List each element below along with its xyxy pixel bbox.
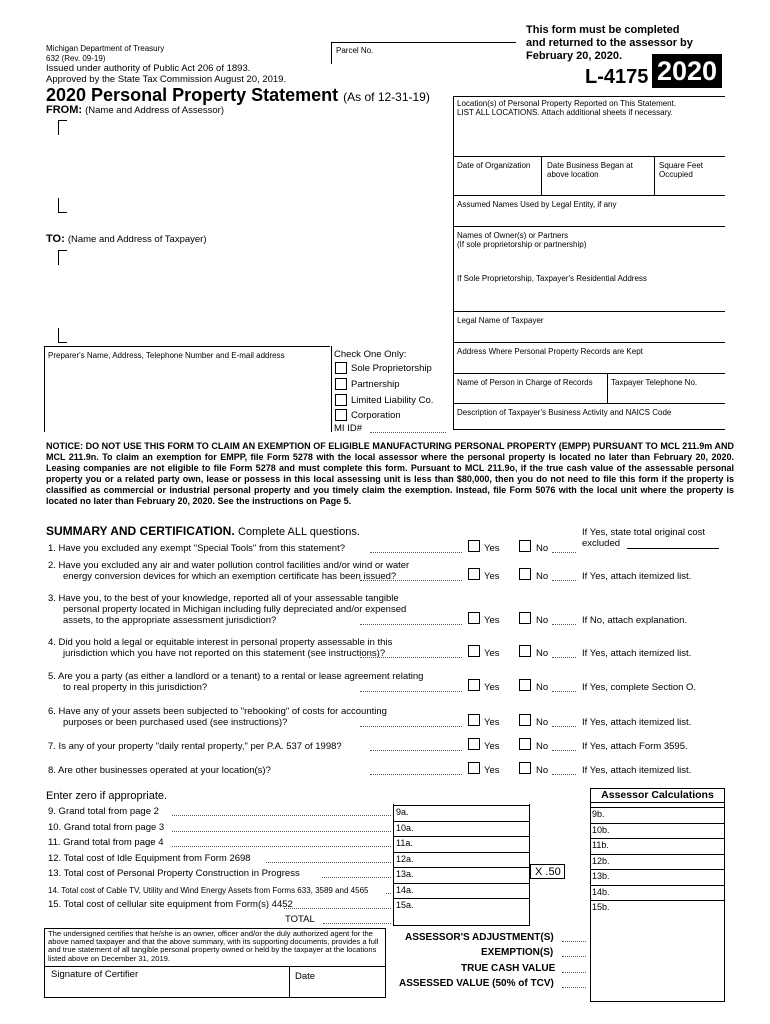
no-label: No (536, 741, 549, 752)
locations-label-1: Location(s) of Personal Property Reported on This Statement. (457, 99, 677, 108)
question-7-text: 7. Is any of your property "daily rental property," per P.A. 537 of 1998? (48, 741, 342, 752)
date-label: Date (295, 971, 316, 982)
sole-proprietorship-label: Sole Proprietorship (351, 363, 432, 374)
preparer-label: Preparer's Name, Address, Telephone Number and E-mail address (48, 351, 285, 360)
date-began-label-2: above location (547, 170, 599, 179)
yes-label: Yes (484, 648, 500, 659)
locations-field[interactable] (457, 99, 722, 155)
line-b-tag: 10b. (592, 825, 610, 835)
divider (453, 373, 725, 374)
certification-box (44, 928, 386, 998)
residential-address-field[interactable]: If Sole Proprietorship, Taxpayer's Residential Address (457, 274, 647, 283)
partnership-checkbox[interactable] (335, 378, 347, 390)
question-3-text: personal property located in Michigan including fully depreciated and/or expensed (63, 604, 407, 615)
summary-subtitle: Complete ALL questions. (238, 526, 360, 538)
question-1-yes-checkbox[interactable] (468, 540, 480, 552)
person-in-charge-field[interactable]: Name of Person in Charge of Records (457, 378, 593, 387)
question-6-no-checkbox[interactable] (519, 714, 531, 726)
leader-dots (552, 624, 576, 625)
divider (453, 311, 725, 312)
question-8-no-checkbox[interactable] (519, 762, 531, 774)
question-6-text: purposes or been purchased used (see instructions)? (63, 717, 288, 728)
question-7-note: If Yes, attach Form 3595. (582, 741, 688, 752)
leader-dots (322, 877, 391, 878)
true-cash-value-label: TRUE CASH VALUE (461, 963, 556, 974)
summary-title: SUMMARY AND CERTIFICATION. (46, 524, 235, 538)
leader-dots (552, 657, 576, 658)
preparer-field[interactable] (44, 346, 330, 432)
question-6-text: 6. Have any of your assets been subjected to "rebooking" of costs for accounting (48, 706, 387, 717)
parcel-label: Parcel No. (336, 46, 374, 55)
no-label: No (536, 765, 549, 776)
total-label: TOTAL (285, 914, 315, 925)
assessor-address-area[interactable] (60, 120, 440, 212)
square-feet-field[interactable] (659, 161, 721, 189)
leader-dots (552, 691, 576, 692)
divider (541, 156, 542, 195)
total-line-14-label: 14. Total cost of Cable TV, Utility and Wind Energy Assets from Forms 633, 3589 and 4565 (48, 886, 369, 895)
question-5-text: to real property in this jurisdiction? (63, 682, 208, 693)
line-a-tag: 11a. (396, 838, 413, 848)
llc-label: Limited Liability Co. (351, 395, 434, 406)
column-b-frame (590, 802, 725, 1002)
question-3-yes-checkbox[interactable] (468, 612, 480, 624)
signature-label: Signature of Certifier (51, 969, 139, 980)
yes-label: Yes (484, 682, 500, 693)
leader-dots (360, 580, 462, 581)
owners-label-2: (If sole proprietorship or partnership) (457, 240, 587, 249)
from-desc: (Name and Address of Assessor) (85, 105, 224, 116)
line-b-tag: 13b. (592, 871, 610, 881)
form-revision: 632 (Rev. 09-19) (46, 54, 106, 63)
exemptions-label: EXEMPTION(S) (481, 947, 554, 958)
no-label: No (536, 717, 549, 728)
check-one-title: Check One Only: (334, 349, 407, 360)
leader-dots (552, 774, 576, 775)
taxpayer-address-area[interactable] (60, 250, 440, 342)
assessed-dots (562, 987, 586, 988)
title-text: 2020 Personal Property Statement (46, 85, 339, 105)
q1-note (582, 527, 705, 549)
approved-line: Approved by the State Tax Commission August 20, 2019. (46, 74, 287, 85)
mi-id-label: MI ID# (334, 423, 362, 434)
sqft-label-1: Square Feet (659, 161, 704, 170)
question-3-text: 3. Have you, to the best of your knowledge, reported all of your assessable tangible (48, 593, 399, 604)
leader-dots (370, 750, 462, 751)
total-line-9-label: 9. Grand total from page 2 (48, 806, 159, 817)
legal-name-field[interactable]: Legal Name of Taxpayer (457, 316, 544, 325)
question-2-no-checkbox[interactable] (519, 568, 531, 580)
no-label: No (536, 648, 549, 659)
question-5-note: If Yes, complete Section O. (582, 682, 697, 693)
to-label (46, 233, 207, 245)
line-a-tag: 10a. (396, 823, 414, 833)
total-line-15-label: 15. Total cost of cellular site equipment from Form(s) 4452 (48, 899, 293, 910)
no-label: No (536, 571, 549, 582)
leader-dots (360, 657, 462, 658)
question-3-no-checkbox[interactable] (519, 612, 531, 624)
divider (453, 226, 725, 227)
divider (607, 373, 608, 403)
question-5-yes-checkbox[interactable] (468, 679, 480, 691)
question-1-no-checkbox[interactable] (519, 540, 531, 552)
line-a-tag: 15a. (396, 900, 414, 910)
leader-dots (360, 691, 462, 692)
question-6-yes-checkbox[interactable] (468, 714, 480, 726)
llc-checkbox[interactable] (335, 394, 347, 406)
yes-label: Yes (484, 571, 500, 582)
must-complete-line-2: and returned to the assessor by (526, 37, 693, 49)
enter-zero-note: Enter zero if appropriate. (46, 790, 168, 802)
leader-dots (386, 893, 391, 894)
question-6-note: If Yes, attach itemized list. (582, 717, 692, 728)
business-description-field[interactable]: Description of Taxpayer's Business Activity and NAICS Code (457, 408, 672, 417)
partnership-label: Partnership (351, 379, 400, 390)
question-4-text: 4. Did you hold a legal or equitable interest in personal property assessable in this (48, 637, 393, 648)
certification-text: The undersigned certifies that he/she is an owner, officer and/or the duly authorized agent for the above named taxpayer and that the above summary, with its supporting documents, provides a full and true statement of all tangible personal property owned or held by the taxpayer at the locations listed above on December 31, 2019. (48, 929, 379, 963)
question-3-text: assets, to the appropriate assessment jurisdiction? (63, 615, 277, 626)
line-b-tag: 14b. (592, 887, 610, 897)
question-2-text: 2. Have you excluded any air and water pollution control facilities and/or wind or water (48, 560, 410, 571)
leader-dots (172, 831, 391, 832)
total-line-10-label: 10. Grand total from page 3 (48, 822, 165, 833)
records-address-field[interactable]: Address Where Personal Property Records are Kept (457, 347, 643, 356)
question-7-yes-checkbox[interactable] (468, 738, 480, 750)
question-1-text: 1. Have you excluded any exempt "Special Tools" from this statement? (48, 543, 346, 554)
divider (45, 966, 385, 967)
sqft-label-2: Occupied (659, 170, 693, 179)
x50-cell (530, 864, 565, 879)
yes-label: Yes (484, 543, 500, 554)
leader-dots (370, 552, 462, 553)
date-business-began-field[interactable] (547, 161, 652, 189)
signature-field[interactable] (47, 981, 285, 997)
year-badge: 2020 (652, 54, 722, 88)
date-of-organization-field[interactable]: Date of Organization (457, 161, 531, 170)
leader-dots (552, 726, 576, 727)
no-label: No (536, 543, 549, 554)
must-complete-line-3: February 20, 2020. (526, 50, 623, 62)
line-b-tag: 15b. (592, 902, 610, 912)
question-2-note: If Yes, attach itemized list. (582, 571, 692, 582)
question-4-text: jurisdiction which you have not reported on this statement (see instructions)? (63, 648, 386, 659)
question-4-no-checkbox[interactable] (519, 645, 531, 657)
form-number: L-4175 (585, 66, 649, 88)
assumed-names-field[interactable]: Assumed Names Used by Legal Entity, if any (457, 200, 617, 209)
no-label: No (536, 615, 549, 626)
from-label-text: FROM: (46, 104, 83, 116)
question-2-text: energy conversion devices for which an exemption certificate has been issued? (63, 571, 397, 582)
line-a-tag: 12a. (396, 854, 414, 864)
leader-dots (370, 774, 462, 775)
question-7-no-checkbox[interactable] (519, 738, 531, 750)
locations-label-2: LIST ALL LOCATIONS. Attach additional sheets if necessary. (457, 108, 673, 117)
sole-proprietorship-checkbox[interactable] (335, 362, 347, 374)
assessed-value-label: ASSESSED VALUE (50% of TCV) (399, 978, 554, 989)
yes-label: Yes (484, 765, 500, 776)
leader-dots (552, 580, 576, 581)
line-a-tag: 9a. (396, 807, 409, 817)
leader-dots (360, 726, 462, 727)
exemptions-dots (562, 956, 586, 957)
question-8-yes-checkbox[interactable] (468, 762, 480, 774)
line-b-tag: 11b. (592, 840, 609, 850)
date-field[interactable] (291, 983, 383, 997)
owners-label-1: Names of Owner(s) or Partners (457, 231, 569, 240)
yes-label: Yes (484, 741, 500, 752)
tcv-dots (562, 972, 586, 973)
assessor-calculations-header (590, 788, 725, 802)
assessor-calc-title: Assessor Calculations (601, 789, 714, 801)
owners-field[interactable] (457, 231, 722, 265)
divider (453, 403, 725, 404)
line-a-tag: 14a. (396, 885, 414, 895)
authority-line: Issued under authority of Public Act 206 of 1893. (46, 63, 251, 74)
mi-id-input[interactable] (370, 432, 446, 433)
question-2-yes-checkbox[interactable] (468, 568, 480, 580)
to-label-text: TO: (46, 233, 65, 245)
taxpayer-phone-field[interactable]: Taxpayer Telephone No. (611, 378, 698, 387)
column-a-frame (393, 804, 530, 926)
question-5-no-checkbox[interactable] (519, 679, 531, 691)
empp-notice: NOTICE: DO NOT USE THIS FORM TO CLAIM AN EXEMPTION OF ELIGIBLE MANUFACTURING PERSONAL PROPERTY (EMPP) PURSUANT TO MCL 211.9m AND MCL 211.9n. To claim an exemption for EMPP, file Form 5278 with the local assessor where the personal property is located no later than February 20, 2020. Leasing companies are not eligible to file Form 5278 and must complete this form. Pursuant to MCL 211.9o, if the true cash value of the assessable personal property you or a related party own, lease or possess in this local assessing unit is less than $80,000, then you do not need to file this form if the property is classified as commercial or industrial personal property and you timely claim the exemption. Instead, file Form 5076 with the local unit where the property is located no later than February 20, 2020. See the instructions on Page 5. (46, 441, 734, 506)
divider (654, 156, 655, 195)
question-4-note: If Yes, attach itemized list. (582, 648, 692, 659)
q1-excluded-cost-input[interactable] (627, 548, 719, 549)
divider (453, 195, 725, 196)
question-5-text: 5. Are you a party (as either a landlord or a tenant) to a rental or lease agreement relating (48, 671, 424, 682)
q1-note-line-2: excluded (582, 538, 621, 549)
from-label (46, 104, 224, 116)
x50-label: X .50 (535, 866, 561, 878)
question-3-note: If No, attach explanation. (582, 615, 688, 626)
summary-heading (46, 524, 360, 538)
leader-dots (284, 908, 391, 909)
page-title (46, 85, 430, 106)
corporation-checkbox[interactable] (335, 409, 347, 421)
total-line-13-label: 13. Total cost of Personal Property Construction in Progress (48, 868, 300, 879)
divider (289, 966, 290, 998)
to-desc: (Name and Address of Taxpayer) (67, 234, 207, 245)
no-label: No (536, 682, 549, 693)
as-of-date: (As of 12-31-19) (343, 90, 430, 104)
total-line-12-label: 12. Total cost of Idle Equipment from Form 2698 (48, 853, 251, 864)
line-b-tag: 12b. (592, 856, 610, 866)
dept-name: Michigan Department of Treasury (46, 44, 165, 53)
leader-dots (552, 750, 576, 751)
total-dots (323, 923, 391, 924)
must-complete-line-1: This form must be completed (526, 24, 680, 36)
q1-note-line-1: If Yes, state total original cost (582, 527, 706, 538)
leader-dots (172, 846, 391, 847)
yes-label: Yes (484, 615, 500, 626)
yes-label: Yes (484, 717, 500, 728)
line-b-tag: 9b. (592, 809, 605, 819)
total-line-11-label: 11. Grand total from page 4 (48, 837, 164, 848)
assessor-adjustments-label: ASSESSOR'S ADJUSTMENT(S) (405, 932, 554, 943)
leader-dots (552, 552, 576, 553)
total-a-field[interactable] (393, 912, 530, 926)
question-4-yes-checkbox[interactable] (468, 645, 480, 657)
corporation-label: Corporation (351, 410, 401, 421)
leader-dots (266, 862, 391, 863)
leader-dots (172, 815, 391, 816)
leader-dots (360, 624, 462, 625)
adjustments-dots (562, 941, 586, 942)
entity-type-group (331, 346, 450, 432)
divider (453, 342, 725, 343)
question-8-note: If Yes, attach itemized list. (582, 765, 692, 776)
line-a-tag: 13a. (396, 869, 414, 879)
question-8-text: 8. Are other businesses operated at your location(s)? (48, 765, 271, 776)
parcel-number-field[interactable] (331, 42, 516, 64)
divider (453, 156, 725, 157)
date-began-label-1: Date Business Began at (547, 161, 633, 170)
